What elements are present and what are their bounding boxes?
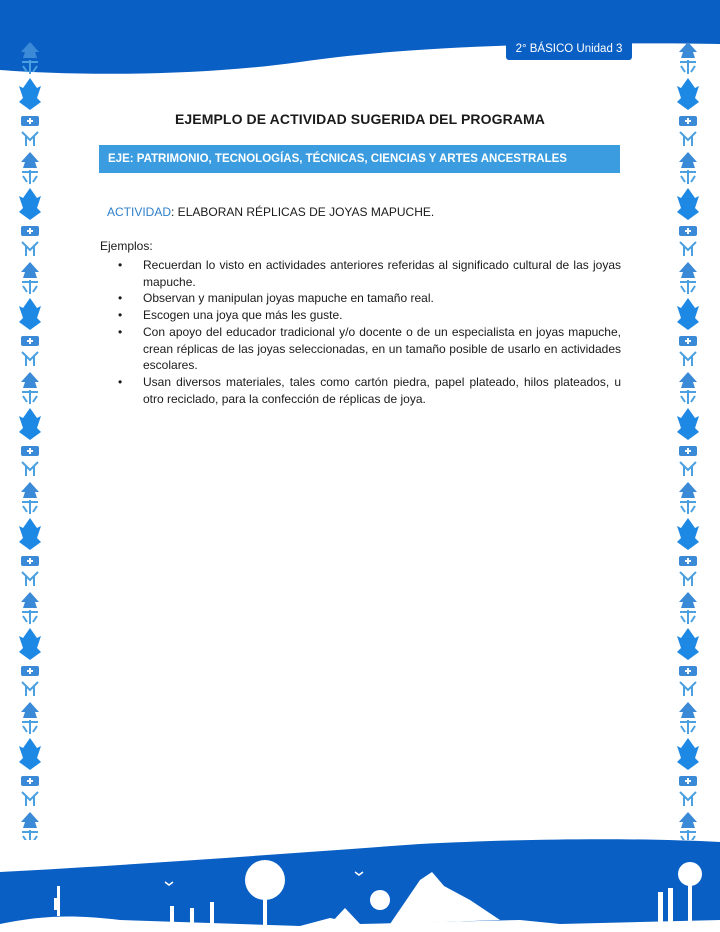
eje-banner: EJE: PATRIMONIO, TECNOLOGÍAS, TÉCNICAS, CIENCIAS Y ARTES ANCESTRALES	[99, 145, 620, 173]
unit-badge: 2° BÁSICO Unidad 3	[506, 38, 632, 60]
list-item: • Recuerdan lo visto en actividades anteriores referidas al significado cultural de las joyas mapuche.	[118, 258, 621, 289]
activity-line	[107, 205, 434, 219]
mapuche-pattern-border-right	[675, 40, 701, 840]
bullet-icon: •	[118, 258, 123, 272]
list-item: • Usan diversos materiales, tales como cartón piedra, papel plateado, hilos plateados, u otro reciclado, para la confección de réplicas de joya.	[118, 374, 621, 406]
list-item: • Con apoyo del educador tradicional y/o docente o de un especialista en joyas mapuche, crean réplicas de las joyas seleccionadas, en un tamaño posible de usarlo en actividades escolares.	[118, 324, 621, 373]
mapuche-pattern-border-left	[17, 40, 43, 840]
activity-title: : ELABORAN RÉPLICAS DE JOYAS MAPUCHE.	[171, 205, 435, 219]
bullet-icon: •	[118, 324, 123, 339]
bullet-icon: •	[118, 308, 123, 323]
page-title: EJEMPLO DE ACTIVIDAD SUGERIDA DEL PROGRAMA	[174, 111, 546, 127]
examples-heading: Ejemplos:	[100, 239, 153, 253]
list-item: • Escogen una joya que más les guste.	[118, 308, 343, 323]
examples-list	[118, 257, 621, 407]
activity-label: ACTIVIDAD	[107, 205, 172, 219]
bullet-icon: •	[118, 374, 123, 389]
list-item: • Observan y manipulan joyas mapuche en tamaño real.	[118, 291, 434, 306]
bullet-icon: •	[118, 291, 123, 306]
footer-landscape-banner	[0, 820, 720, 932]
